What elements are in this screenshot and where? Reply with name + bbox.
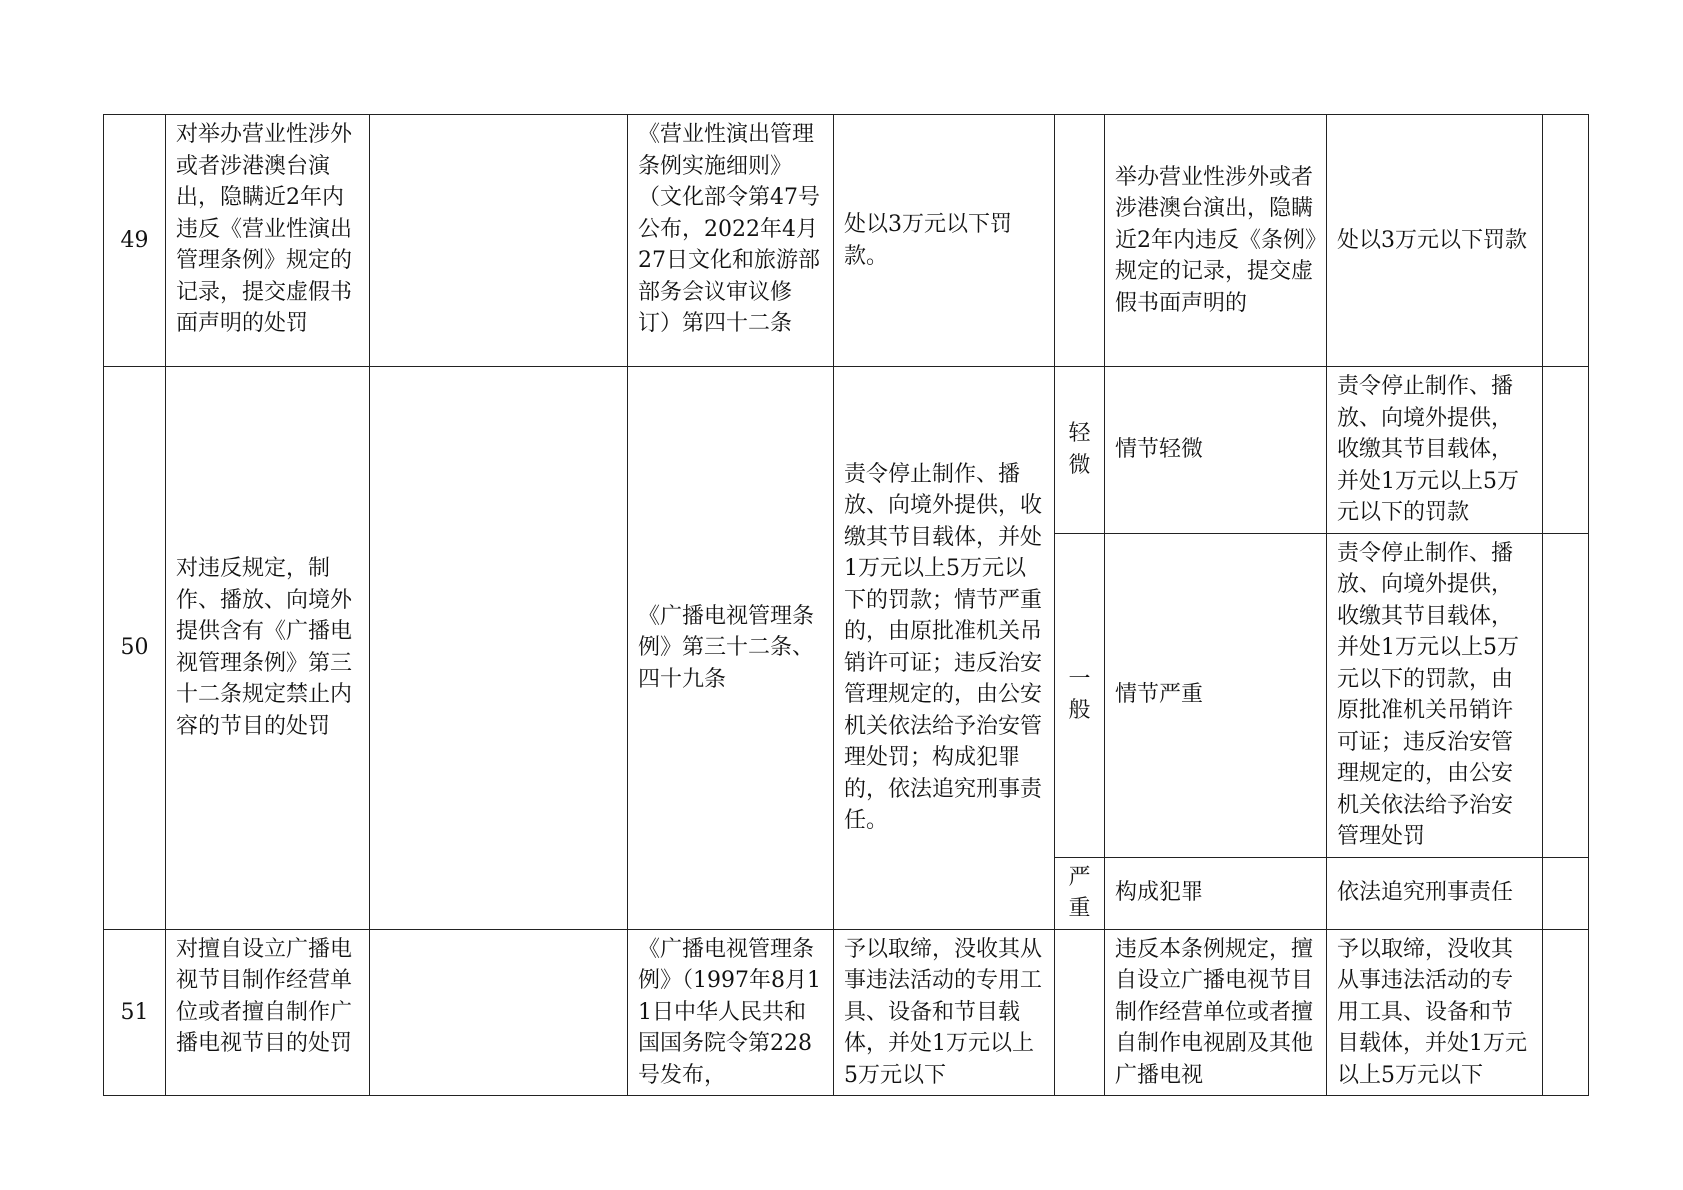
circumstance: 违反本条例规定，擅自设立广播电视节目制作经营单位或者擅自制作电视剧及其他广播电视 xyxy=(1105,929,1327,1096)
row-number: 50 xyxy=(104,367,166,930)
penalty-provision: 处以3万元以下罚款。 xyxy=(834,115,1055,367)
row-number: 49 xyxy=(104,115,166,367)
level-label: 一 般 xyxy=(1055,533,1105,857)
circumstance: 举办营业性涉外或者涉港澳台演出，隐瞒近2年内违反《条例》规定的记录，提交虚假书面声明的 xyxy=(1105,115,1327,367)
legal-basis: 《广播电视管理条例》第三十二条、四十九条 xyxy=(628,367,834,930)
circumstance: 情节轻微 xyxy=(1105,367,1327,534)
empty-cell xyxy=(370,367,628,930)
legal-basis: 《广播电视管理条例》（1997年8月11日中华人民共和国国务院令第228号发布， xyxy=(628,929,834,1096)
penalty-provision: 予以取缔，没收其从事违法活动的专用工具、设备和节目载体，并处1万元以上5万元以下 xyxy=(834,929,1055,1096)
table-row xyxy=(104,929,1589,1096)
remarks-cell xyxy=(1543,857,1589,929)
level-label: 轻 微 xyxy=(1055,367,1105,534)
table-row xyxy=(104,115,1589,367)
remarks-cell xyxy=(1543,929,1589,1096)
level-cell xyxy=(1055,929,1105,1096)
remarks-cell xyxy=(1543,115,1589,367)
remarks-cell xyxy=(1543,367,1589,534)
circumstance: 构成犯罪 xyxy=(1105,857,1327,929)
violation-item: 对擅自设立广播电视节目制作经营单位或者擅自制作广播电视节目的处罚 xyxy=(166,929,370,1096)
penalty-standard: 责令停止制作、播放、向境外提供，收缴其节目载体，并处1万元以上5万元以下的罚款 xyxy=(1327,367,1543,534)
table-row xyxy=(104,367,1589,534)
legal-basis: 《营业性演出管理条例实施细则》（文化部令第47号公布，2022年4月27日文化和旅游部部务会议审议修订）第四十二条 xyxy=(628,115,834,367)
empty-cell xyxy=(370,929,628,1096)
penalty-standard: 处以3万元以下罚款 xyxy=(1327,115,1543,367)
level-cell xyxy=(1055,115,1105,367)
row-number: 51 xyxy=(104,929,166,1096)
penalty-standards-table xyxy=(103,114,1589,1096)
level-label: 严 重 xyxy=(1055,857,1105,929)
penalty-standard: 责令停止制作、播放、向境外提供，收缴其节目载体，并处1万元以上5万元以下的罚款，由原批准机关吊销许可证；违反治安管理规定的，由公安机关依法给予治安管理处罚 xyxy=(1327,533,1543,857)
circumstance: 情节严重 xyxy=(1105,533,1327,857)
empty-cell xyxy=(370,115,628,367)
violation-item: 对举办营业性涉外或者涉港澳台演出，隐瞒近2年内违反《营业性演出管理条例》规定的记录，提交虚假书面声明的处罚 xyxy=(166,115,370,367)
penalty-standard: 依法追究刑事责任 xyxy=(1327,857,1543,929)
penalty-standard: 予以取缔，没收其从事违法活动的专用工具、设备和节目载体，并处1万元以上5万元以下 xyxy=(1327,929,1543,1096)
penalty-provision: 责令停止制作、播放、向境外提供，收缴其节目载体，并处1万元以上5万元以下的罚款；情节严重的，由原批准机关吊销许可证；违反治安管理规定的，由公安机关依法给予治安管理处罚；构成犯罪的，依法追究刑事责任。 xyxy=(834,367,1055,930)
remarks-cell xyxy=(1543,533,1589,857)
violation-item: 对违反规定，制作、播放、向境外提供含有《广播电视管理条例》第三十二条规定禁止内容的节目的处罚 xyxy=(166,367,370,930)
